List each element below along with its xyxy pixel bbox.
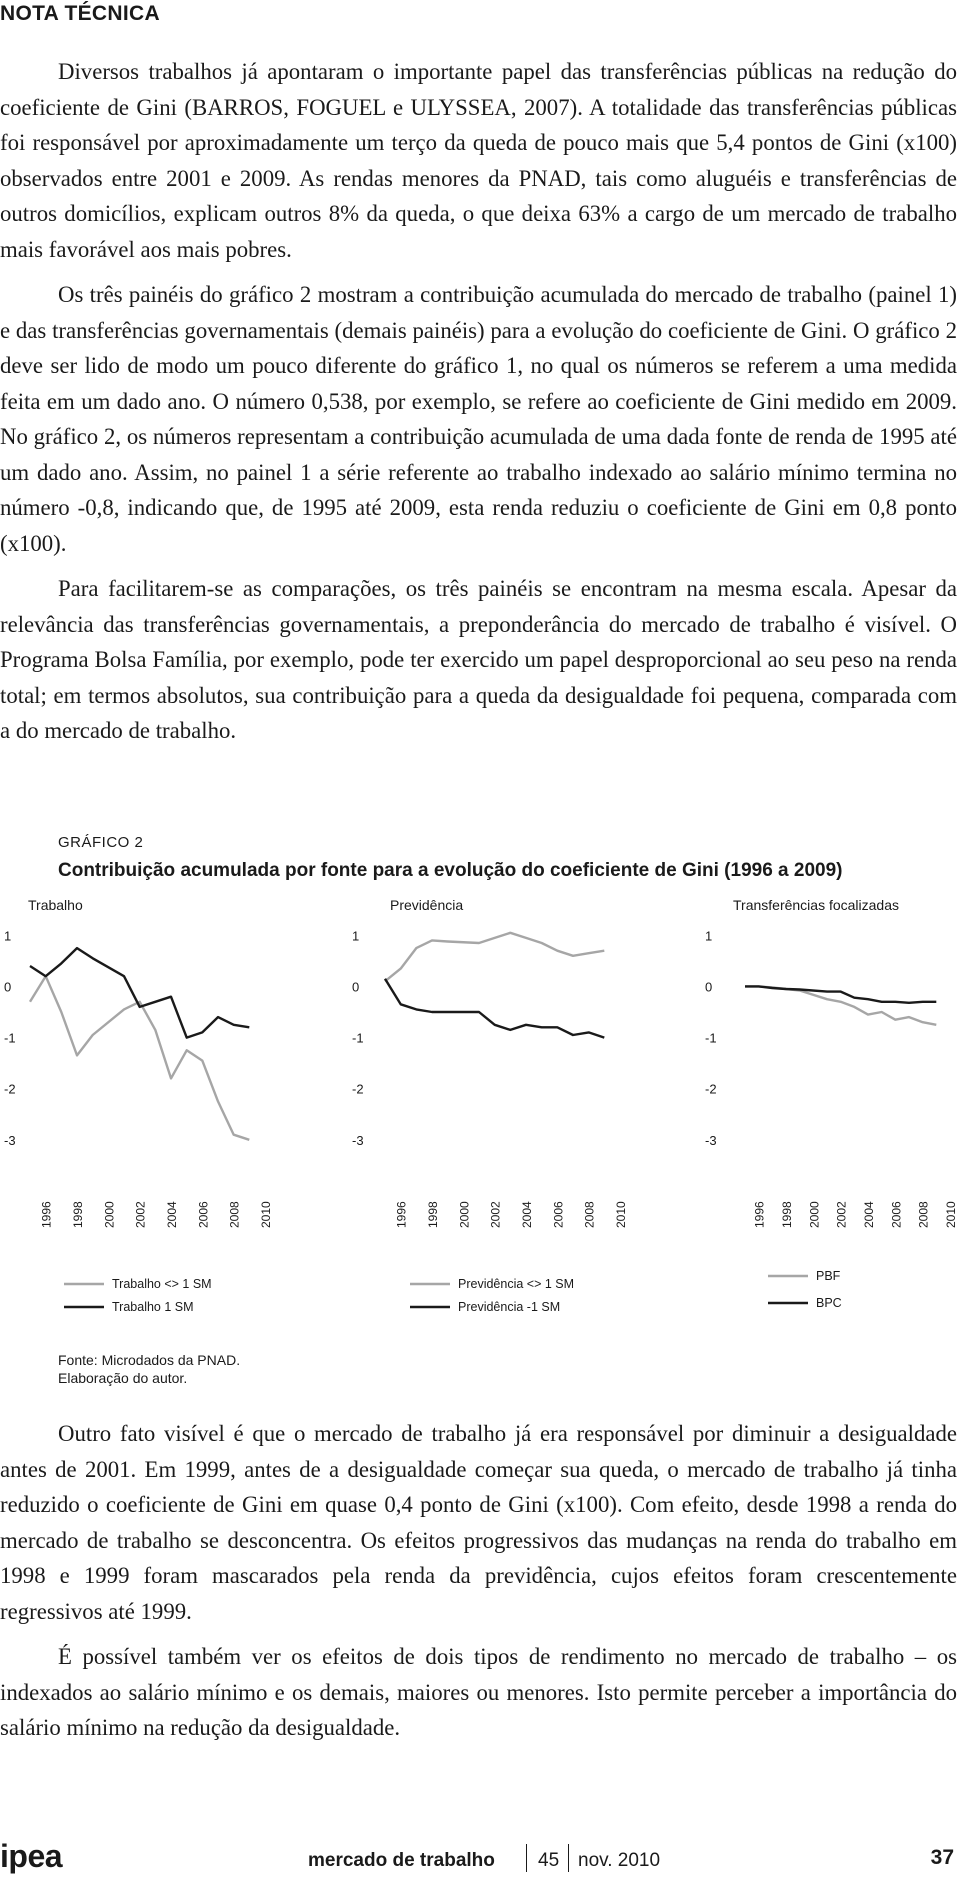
x-tick-label: 2002 — [834, 1201, 849, 1228]
y-tick-label: 1 — [705, 928, 713, 944]
chart-panel-1 — [4, 897, 273, 1314]
figure-title: Contribuição acumulada por fonte para a evolução do coeficiente de Gini (1996 a 2009) — [58, 860, 843, 881]
x-tick-label: 2002 — [488, 1201, 503, 1228]
x-tick-label: 2008 — [582, 1201, 597, 1228]
x-tick-label: 2006 — [889, 1201, 904, 1228]
paragraph-2: Os três painéis do gráfico 2 mostram a contribuição acumulada do mercado de trabalho (painel 1) e das transferências governamentais (demais painéis) para a evolução do coeficiente de Gini. O gráfico 2 deve ser lido de modo um pouco diferente do gráfico 1, no qual os números se referem a uma medida feita em um dado ano. O número 0,538, por exemplo, se refere ao coeficiente de Gini medido em 2009. No gráfico 2, os números representam a contribuição acumulada de uma dada fonte de renda de 1995 até um dado ano. Assim, no painel 1 a série referente ao trabalho indexado ao salário mínimo termina no número -0,8, indicando que, de 1995 até 2009, esta renda reduziu o coeficiente de Gini em 0,8 ponto (x100). — [0, 282, 957, 556]
x-tick-label: 2004 — [862, 1201, 876, 1228]
panel-title: Trabalho — [28, 897, 83, 913]
y-tick-label: -1 — [4, 1030, 16, 1046]
x-tick-label: 2000 — [807, 1201, 822, 1228]
gini-contribution-charts — [0, 880, 960, 1325]
x-tick-label: 2008 — [916, 1201, 931, 1228]
y-tick-label: -2 — [705, 1081, 717, 1097]
note-line: Elaboração do autor. — [58, 1370, 188, 1386]
x-tick-label: 2000 — [457, 1201, 472, 1228]
x-tick-label: 1996 — [752, 1201, 767, 1228]
issue-date: nov. 2010 — [578, 1850, 661, 1871]
chart-panel-3 — [705, 897, 958, 1310]
x-tick-label: 1998 — [426, 1201, 440, 1228]
legend-label: Previdência -1 SM — [458, 1300, 561, 1314]
legend-label: Previdência <> 1 SM — [458, 1277, 575, 1291]
x-tick-label: 2004 — [520, 1201, 534, 1228]
series-line-1 — [30, 976, 249, 1140]
y-tick-label: -1 — [352, 1030, 364, 1046]
x-tick-label: 1998 — [71, 1201, 85, 1228]
source-line: Fonte: Microdados da PNAD. — [58, 1352, 241, 1368]
paragraph-5: É possível também ver os efeitos de dois tipos de rendimento no mercado de trabalho – os indexados ao salário mínimo e os demais, maiores ou menores. Isto permite perceber a importância do salário mínimo na redução da desigualdade. — [0, 1644, 957, 1740]
x-tick-label: 2010 — [259, 1201, 273, 1228]
footer-divider — [568, 1844, 569, 1872]
page-number: 37 — [930, 1846, 954, 1869]
x-tick-label: 2006 — [551, 1201, 566, 1228]
series-line-2 — [30, 948, 249, 1038]
x-tick-label: 1996 — [39, 1201, 54, 1228]
page-footer — [0, 1838, 957, 1880]
legend-label: Trabalho <> 1 SM — [112, 1277, 212, 1291]
paragraph-4: Outro fato visível é que o mercado de trabalho já era responsável por diminuir a desigualdade antes de 2001. Em 1999, antes de a desigualdade começar sua queda, o mercado de trabalho já tinha reduzido o coeficiente de Gini em quase 0,4 ponto de Gini (x100). Com efeito, desde 1998 a renda do mercado de trabalho se desconcentra. Os efeitos progressivos das mudanças na renda do trabalho em 1998 e 1999 foram mascarados pela renda da previdência, cujos efeitos foram crescentemente regressivos até 1999. — [0, 1421, 957, 1624]
legend-label: Trabalho 1 SM — [112, 1300, 194, 1314]
series-line-2 — [745, 986, 936, 1002]
paragraph-1: Diversos trabalhos já apontaram o importante papel das transferências públicas na redução do coeficiente de Gini (BARROS, FOGUEL e ULYSSEA, 2007). A totalidade das transferências públicas foi responsável por aproximadamente um terço da queda de pouco mais que 5,4 pontos de Gini (x100) observados entre 2001 e 2009. As rendas menores da PNAD, tais como aluguéis e transferências de outros domicílios, explicam outros 8% da queda, o que deixa 63% a cargo de um mercado de trabalho mais favorável aos mais pobres. — [0, 59, 957, 262]
figure-label: GRÁFICO 2 — [58, 834, 144, 851]
x-tick-label: 2008 — [227, 1201, 242, 1228]
x-tick-label: 1996 — [394, 1201, 409, 1228]
x-tick-label: 2010 — [944, 1201, 958, 1228]
body-text-bottom — [0, 1416, 957, 1746]
y-tick-label: -1 — [705, 1030, 717, 1046]
y-tick-label: -3 — [4, 1132, 16, 1148]
figure-source — [58, 1351, 240, 1387]
legend-label: BPC — [816, 1296, 842, 1310]
y-tick-label: -2 — [4, 1081, 16, 1097]
y-tick-label: 0 — [705, 979, 713, 995]
section-header: NOTA TÉCNICA — [0, 2, 160, 25]
panel-title: Transferências focalizadas — [733, 897, 900, 913]
body-text-top — [0, 54, 957, 749]
y-tick-label: 0 — [352, 979, 360, 995]
paragraph-3: Para facilitarem-se as comparações, os três painéis se encontram na mesma escala. Apesar da relevância das transferências governamentais, a preponderância do mercado de trabalho é visível. O Programa Bolsa Família, por exemplo, pode ter exercido um papel desproporcional ao seu peso na renda total; em termos absolutos, sua contribuição para a queda da desigualdade foi pequena, comparada com a do mercado de trabalho. — [0, 576, 957, 743]
x-tick-label: 2004 — [165, 1201, 179, 1228]
ipea-logo: ipea — [0, 1838, 63, 1874]
x-tick-label: 1998 — [780, 1201, 794, 1228]
y-tick-label: 1 — [4, 928, 12, 944]
legend-label: PBF — [816, 1269, 841, 1283]
series-line-1 — [385, 933, 604, 982]
x-tick-label: 2006 — [196, 1201, 211, 1228]
x-tick-label: 2010 — [614, 1201, 628, 1228]
issue-number: 45 — [538, 1850, 560, 1871]
publication-name: mercado de trabalho — [308, 1850, 495, 1871]
series-line-2 — [385, 979, 604, 1038]
y-tick-label: -3 — [705, 1132, 717, 1148]
panel-title: Previdência — [390, 897, 464, 913]
y-tick-label: -2 — [352, 1081, 364, 1097]
y-tick-label: 1 — [352, 928, 360, 944]
x-tick-label: 2002 — [133, 1201, 148, 1228]
x-tick-label: 2000 — [102, 1201, 117, 1228]
y-tick-label: 0 — [4, 979, 12, 995]
chart-panel-2 — [352, 897, 628, 1314]
y-tick-label: -3 — [352, 1132, 364, 1148]
footer-divider — [526, 1844, 527, 1872]
